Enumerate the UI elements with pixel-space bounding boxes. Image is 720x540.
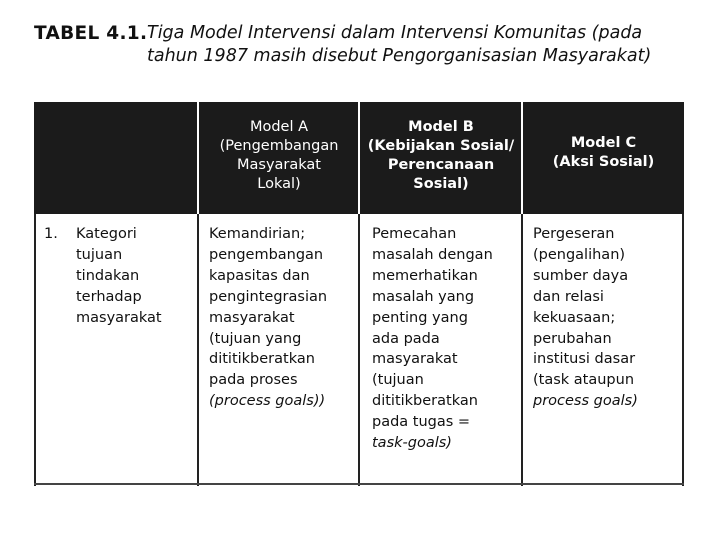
column-border: [358, 214, 360, 486]
model-a-cell: [209, 224, 327, 412]
cell-line: masyarakat: [372, 351, 458, 368]
caption-line: tahun 1987 masih disebut Pengorganisasian Masyarakat): [147, 46, 652, 66]
header-model-c: [523, 102, 684, 214]
cell-line-italic: process goals): [533, 393, 638, 410]
cell-line: kekuasaan;: [533, 309, 616, 326]
cell-line: dan relasi: [533, 288, 604, 305]
header-line: (Aksi Sosial): [552, 154, 655, 170]
cell-line: (tujuan yang: [209, 330, 302, 347]
column-border: [34, 214, 36, 486]
header-line: Model B: [408, 119, 474, 135]
caption-line: Tiga Model Intervensi dalam Intervensi Komunitas (pada: [147, 23, 643, 43]
header-model-a: [199, 102, 359, 214]
table-bottom-border: [34, 483, 684, 485]
category-cell: [76, 224, 162, 329]
model-b-cell: [372, 224, 493, 454]
cell-line: tujuan: [76, 246, 123, 263]
header-line: Sosial): [413, 176, 469, 192]
cell-line: perubahan: [533, 330, 612, 347]
header-divider: [197, 102, 199, 214]
header-line: Lokal): [257, 176, 301, 192]
cell-line: masalah dengan: [372, 246, 493, 263]
header-divider: [358, 102, 360, 214]
cell-line: pada tugas =: [372, 414, 471, 431]
model-c-cell: [533, 224, 638, 412]
cell-line: ada pada: [372, 330, 440, 347]
column-border: [521, 214, 523, 486]
cell-line: sumber daya: [533, 267, 629, 284]
cell-line: masyarakat: [209, 309, 295, 326]
cell-line: (task ataupun: [533, 372, 635, 389]
cell-line: kapasitas dan: [209, 267, 310, 284]
caption-label: TABEL 4.1.: [34, 23, 148, 44]
cell-line: [372, 433, 493, 454]
cell-line: penting yang: [372, 309, 468, 326]
cell-line: Kategori: [76, 226, 137, 242]
table-header-row: [34, 102, 684, 214]
cell-line: (pengalihan): [533, 246, 626, 263]
cell-line: terhadap: [76, 288, 142, 305]
cell-line: [209, 391, 327, 412]
header-line: (Kebijakan Sosial/: [367, 138, 515, 154]
cell-line: (tujuan: [372, 372, 424, 389]
cell-line: [533, 391, 638, 412]
column-border: [682, 214, 684, 486]
row-number: 1.: [44, 226, 58, 242]
cell-line: Pemecahan: [372, 226, 457, 242]
column-border: [197, 214, 199, 486]
cell-line-italic: task-goals): [372, 435, 452, 452]
header-divider: [521, 102, 523, 214]
cell-line: masalah yang: [372, 288, 475, 305]
header-model-b: [360, 102, 522, 214]
cell-line: pada proses: [209, 372, 298, 389]
header-line: (Pengembangan: [219, 138, 339, 154]
cell-line: tindakan: [76, 267, 140, 284]
cell-line: pengintegrasian: [209, 288, 328, 305]
intervention-models-table: [34, 102, 684, 486]
cell-line: institusi dasar: [533, 351, 636, 368]
cell-line: dititikberatkan: [209, 351, 315, 368]
cell-line: pengembangan: [209, 246, 324, 263]
caption-title: [147, 22, 687, 68]
cell-line-italic: (process goals)): [209, 393, 326, 410]
cell-line: Pergeseran: [533, 226, 615, 242]
header-line: Perencanaan: [387, 157, 495, 173]
header-line: Model C: [570, 135, 637, 151]
cell-line: dititikberatkan: [372, 393, 478, 410]
cell-line: masyarakat: [76, 309, 162, 326]
header-line: Model A: [249, 119, 309, 135]
cell-line: memerhatikan: [372, 267, 478, 284]
cell-line: Kemandirian;: [209, 226, 306, 242]
header-line: Masyarakat: [237, 157, 321, 173]
